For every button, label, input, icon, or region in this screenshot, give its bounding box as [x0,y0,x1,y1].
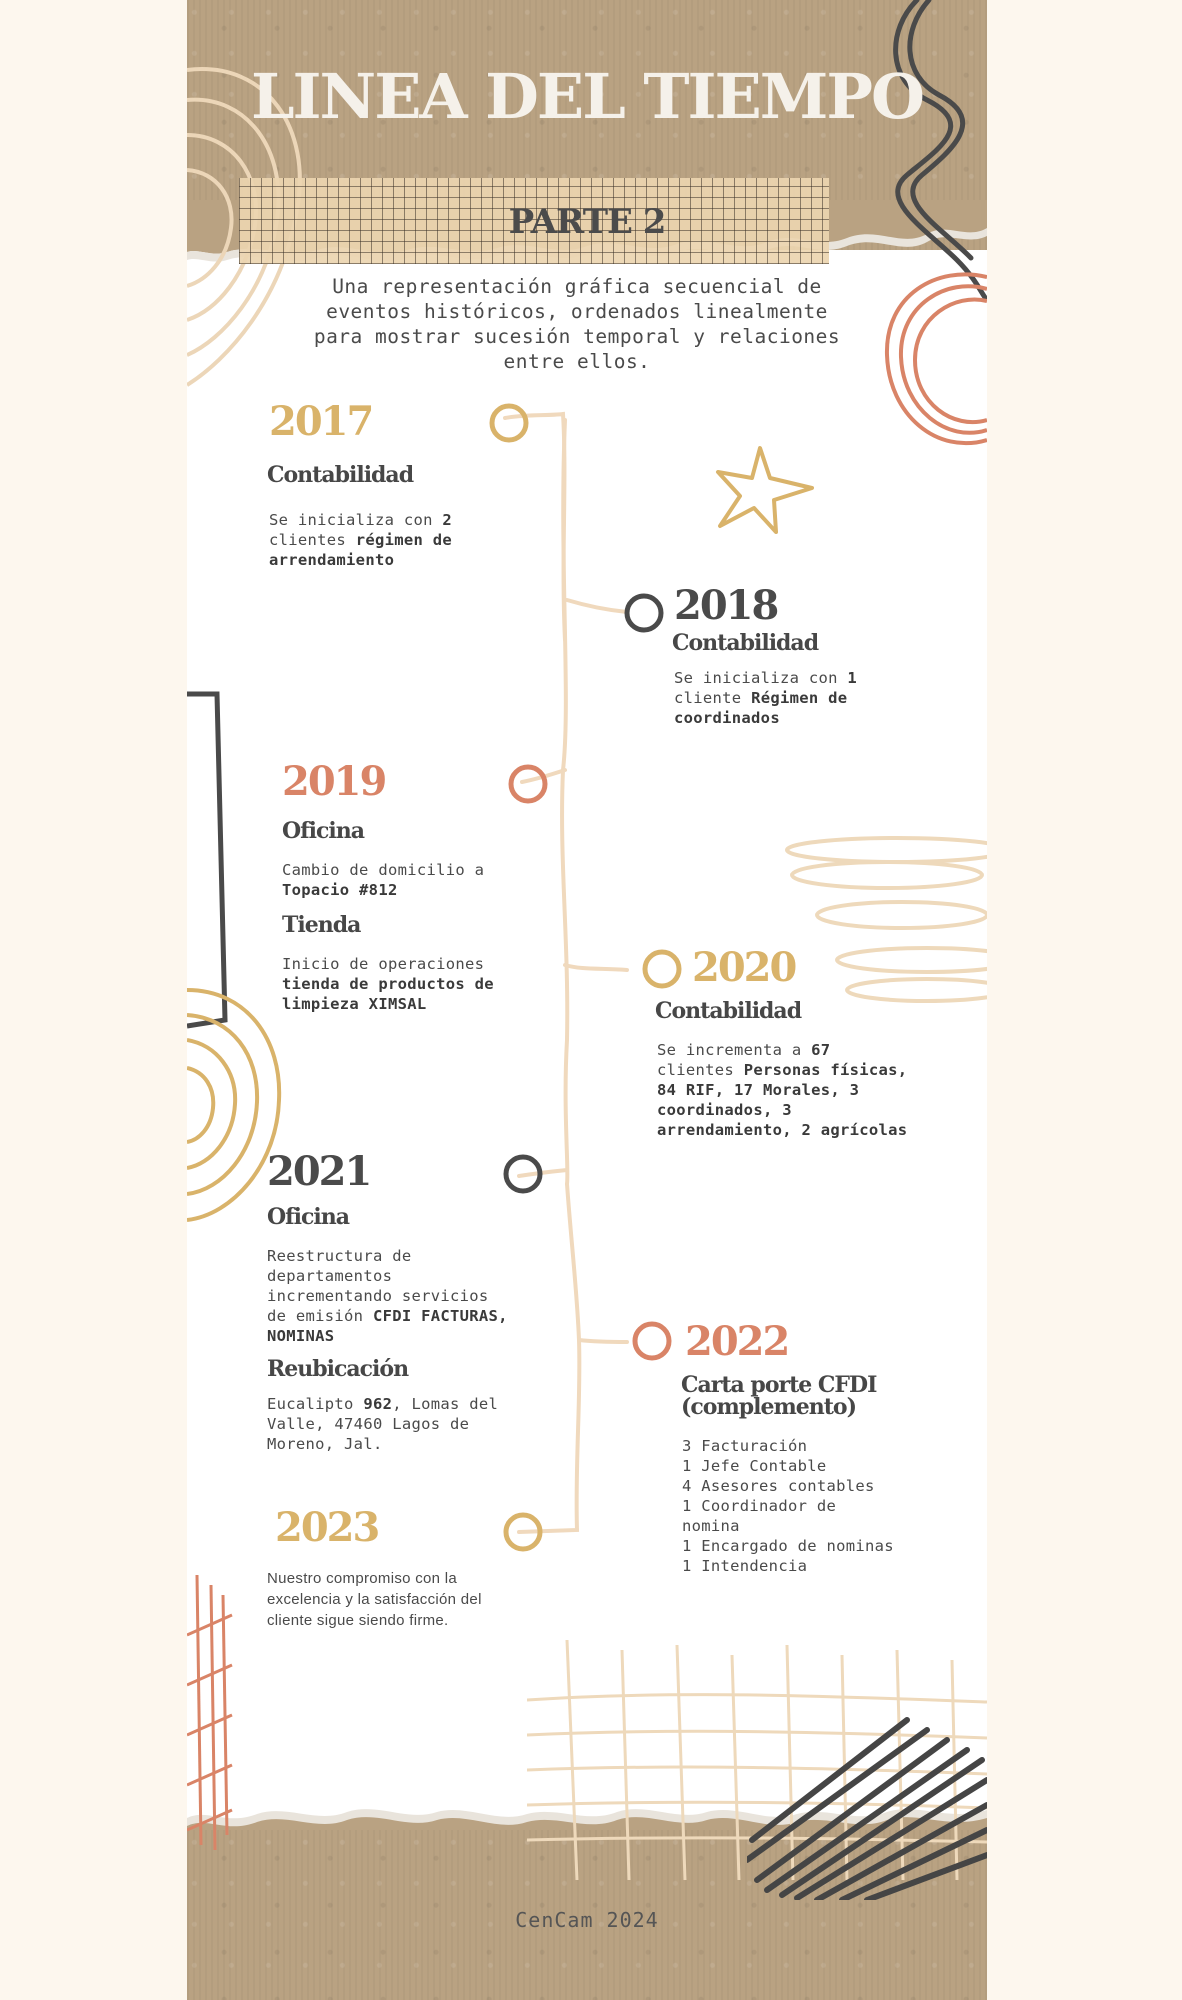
description-text: Eucalipto [267,1395,364,1413]
event-description [682,1436,902,1576]
event-description [674,668,884,728]
year-label: 2022 [685,1318,789,1365]
timeline-node-2018 [627,596,661,630]
event-description [282,954,522,1014]
event-description [267,1394,517,1454]
event-heading: Contabilidad [267,462,414,488]
event-description [267,1568,497,1631]
infographic-poster [187,0,987,2000]
timeline-node-2019 [511,767,545,801]
emphasis-text: régimen de arrendamiento [269,531,453,569]
description-text: Se inicializa con [269,511,443,529]
description-text: cliente [674,689,752,707]
emphasis-text: 2 [442,511,453,529]
year-label: 2020 [692,944,796,991]
emphasis-text: tienda de productos de limpieza XIMSAL [282,975,494,1013]
emphasis-text: 67 [811,1041,831,1059]
event-heading: Carta porte CFDI (complemento) [681,1372,877,1420]
intro-text: Una representación gráfica secuencial de eventos históricos, ordenados linealmente para mostrar sucesión temporal y relaciones entre ellos. [313,275,841,373]
page-title: LINEA DEL TIEMPO [250,60,924,133]
year-label: 2019 [282,758,386,805]
timeline-node-2017 [492,406,526,440]
emphasis-text: 1 [847,669,858,687]
description-text: Reestructura de departamentos incrementando servicios de emisión [267,1247,489,1325]
year-label: 2023 [275,1504,379,1551]
event-description [267,1246,517,1346]
description-text: clientes [657,1061,744,1079]
event-description [282,860,512,900]
description-text: Inicio de operaciones [282,955,485,973]
year-label: 2018 [674,582,778,629]
event-heading: Contabilidad [672,630,819,656]
timeline-node-2020 [645,952,679,986]
footer-credit: CenCam 2024 [515,1908,659,1932]
timeline-line [505,414,565,640]
description-text: Nuestro compromiso con la excelencia y la satisfacción del cliente sigue siendo firme. [267,1570,482,1629]
year-label: 2021 [267,1148,371,1195]
emphasis-text: 962 [363,1395,393,1413]
emphasis-text: Personas físicas, 84 RIF, 17 Morales, 3 coordinados, 3 arrendamiento, 2 agrícolas [657,1061,908,1139]
description-text: 3 Facturación 1 Jefe Contable 4 Asesores contables 1 Coordinador de nomina 1 Encargado de nominas 1 Intendencia [682,1437,894,1575]
description-text: clientes [269,531,356,549]
page-subtitle: PARTE 2 [508,202,666,242]
emphasis-text: CFDI FACTURAS, NOMINAS [267,1307,508,1345]
emphasis-text: Topacio #812 [282,881,398,899]
description-text: Se inicializa con [674,669,848,687]
event-description [269,510,489,570]
event-heading: Tienda [282,912,361,938]
description-text: , Lomas del Valle, 47460 Lagos de Moreno, Jal. [267,1395,499,1453]
event-heading: Contabilidad [655,998,802,1024]
event-heading: Oficina [282,818,364,844]
event-heading: Reubicación [267,1356,409,1382]
description-text: Cambio de domicilio a [282,861,485,879]
year-label: 2017 [269,398,373,445]
timeline-node-2022 [635,1324,669,1358]
description-text: Se incrementa a [657,1041,812,1059]
emphasis-text: Régimen de coordinados [674,689,848,727]
event-heading: Oficina [267,1204,349,1230]
event-description [657,1040,917,1140]
